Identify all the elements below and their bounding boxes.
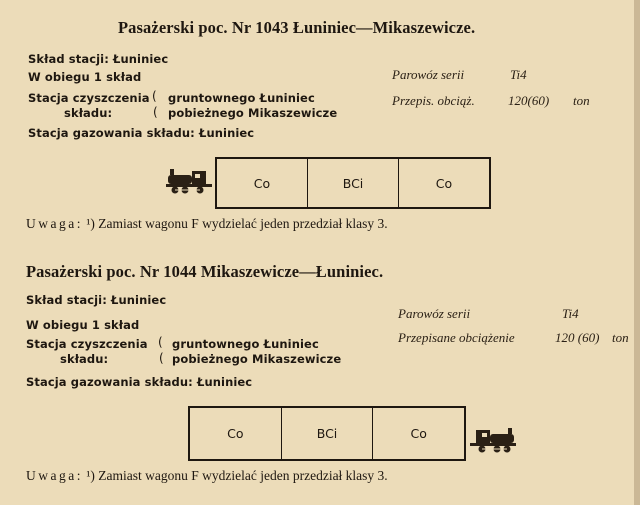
section-1-cleaning-label-1: Stacja czyszczenia <box>28 91 150 105</box>
section-2-note-text: Zamiast wagonu F wydzielać jeden przedział klasy 3. <box>98 468 388 483</box>
section-1-note-text: Zamiast wagonu F wydzielać jeden przedział klasy 3. <box>98 216 388 231</box>
section-2-gassing: Stacja gazowania składu: Łuniniec <box>26 375 253 389</box>
steam-locomotive-icon <box>166 165 214 195</box>
section-2-loco-label: Parowóz serii <box>398 306 471 321</box>
section-2-brace-top: ( <box>158 335 163 349</box>
section-2-note-mark: ¹) <box>86 468 95 483</box>
section-1-cleaning-value-2: pobieżnego Mikaszewicze <box>168 106 338 120</box>
section-2-load-value: 120 (60) <box>555 330 600 345</box>
section-1-note-mark: ¹) <box>86 216 95 231</box>
section-2-cleaning-value-2: pobieżnego Mikaszewicze <box>172 352 342 366</box>
section-1-loco-value: Ti4 <box>510 67 527 82</box>
section-1-station: Skład stacji: Łuniniec <box>28 52 169 66</box>
section-2-note <box>26 468 388 484</box>
section-2-train-composition <box>188 406 466 461</box>
section-1-brace-bottom: ( <box>153 105 158 119</box>
section-1-title: Pasażerski poc. Nr 1043 Łuniniec—Mikaszewicze. <box>118 18 476 37</box>
section-2-loco-value: Ti4 <box>562 306 579 321</box>
section-2-load-unit: ton <box>612 330 629 345</box>
section-1-brace-top: ( <box>152 89 157 103</box>
section-2-cleaning-label-2: składu: <box>60 352 109 366</box>
section-1-load-value: 120(60) <box>508 93 550 108</box>
section-2-cleaning-label-1: Stacja czyszczenia <box>26 337 148 351</box>
section-1-load-unit: ton <box>573 93 590 108</box>
section-1-note-label: Uwaga: <box>26 216 83 231</box>
section-2-car-2: BCi <box>281 408 373 459</box>
section-1-car-2: BCi <box>307 159 398 207</box>
page-edge <box>634 0 640 505</box>
section-1-cleaning-label-2: składu: <box>64 106 113 120</box>
section-2-brace-bottom: ( <box>159 351 164 365</box>
section-2-station: Skład stacji: Łuniniec <box>26 293 167 307</box>
section-1-cleaning-value-1: gruntownego Łuniniec <box>168 91 315 105</box>
section-2-cleaning-value-1: gruntownego Łuniniec <box>172 337 319 351</box>
section-2-load-label: Przepisane obciążenie <box>398 330 515 345</box>
section-2-car-3: Co <box>372 408 464 459</box>
section-1-car-1: Co <box>253 175 271 191</box>
section-1-loco-label: Parowóz serii <box>392 67 465 82</box>
section-2-title: Pasażerski poc. Nr 1044 Mikaszewicze—Łuniniec. <box>26 262 384 281</box>
section-1-gassing: Stacja gazowania składu: Łuniniec <box>28 126 255 140</box>
section-2-note-label: Uwaga: <box>26 468 83 483</box>
section-1-train-composition <box>215 157 491 209</box>
section-1-load-label: Przepis. obciąż. <box>392 93 475 108</box>
section-2-circulation: W obiegu 1 skład <box>26 318 140 332</box>
section-1-car-3: Co <box>398 159 489 207</box>
section-2-car-1: Co <box>227 426 244 441</box>
section-1-note <box>26 216 388 232</box>
section-1-circulation: W obiegu 1 skład <box>28 70 142 84</box>
steam-locomotive-icon <box>468 424 516 454</box>
